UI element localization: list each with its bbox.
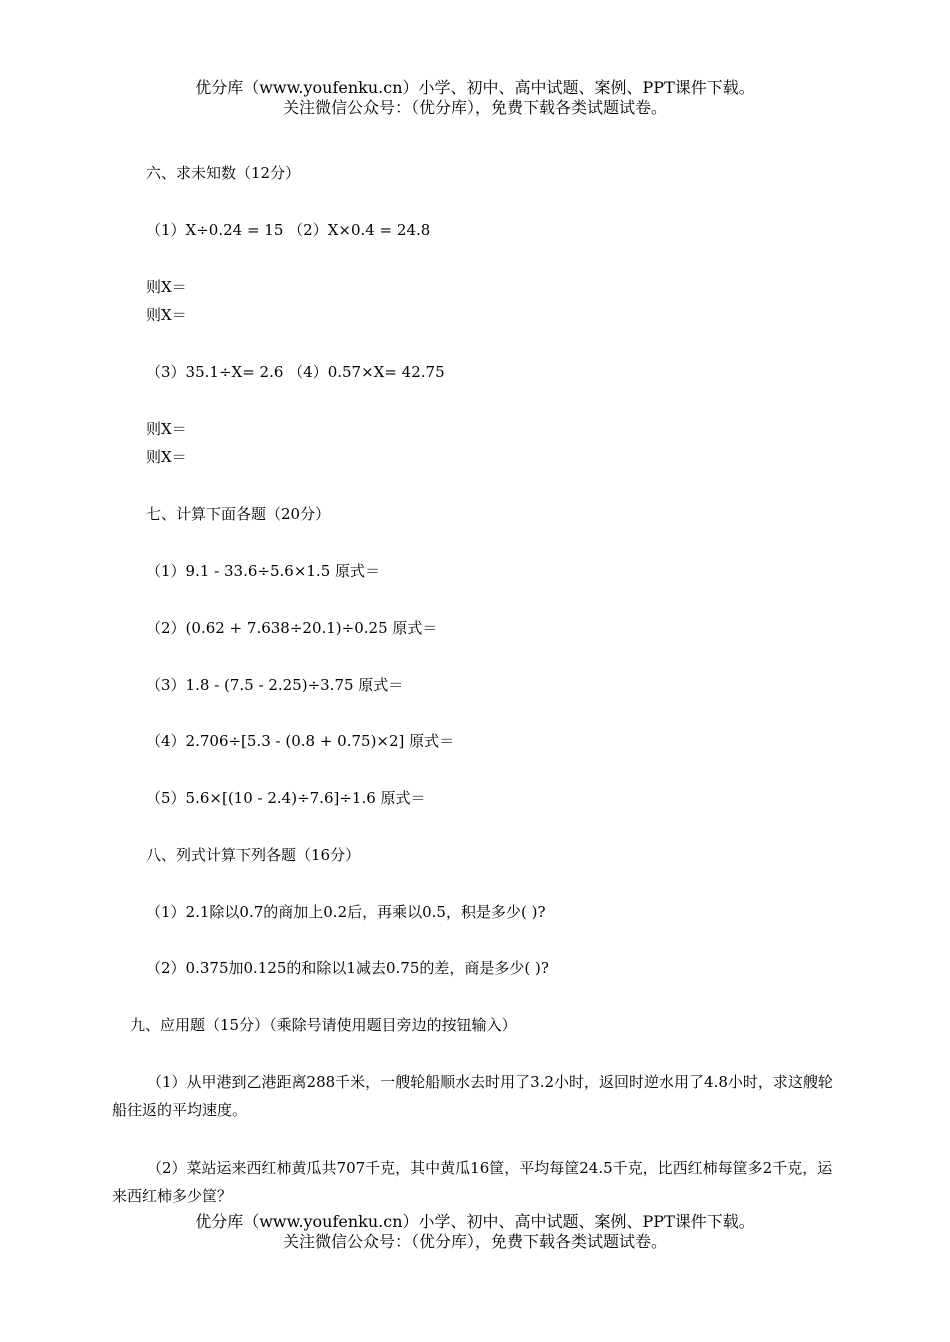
section-6-question-1-2: （1）X÷0.24 = 15 （2）X×0.4 = 24.8 <box>146 221 431 239</box>
section-6-answer-3: 则X＝ <box>146 420 187 438</box>
footer-line-1: 优分库（www.youfenku.cn）小学、初中、高中试题、案例、PPT课件下载。 <box>195 1212 755 1231</box>
section-9-item-2: （2）菜站运来西红柿黄瓜共707千克，其中黄瓜16筐，平均每筐24.5千克，比西红柿每筐多2千克，运来西红柿多少筐？ <box>112 1159 833 1205</box>
section-8-item-2: （2）0.375加0.125的和除以1减去0.75的差，商是多少( )? <box>146 959 549 977</box>
section-6-title: 六、求未知数（12分） <box>146 164 301 182</box>
section-7-item-4: （4）2.706÷[5.3 - (0.8 + 0.75)×2] 原式＝ <box>146 732 455 750</box>
section-7-item-5: （5）5.6×[(10 - 2.4)÷7.6]÷1.6 原式＝ <box>146 789 426 807</box>
section-6-answer-2: 则X＝ <box>146 306 187 324</box>
section-6-question-3-4: （3）35.1÷X= 2.6 （4）0.57×X= 42.75 <box>146 363 445 381</box>
section-7-item-1: （1）9.1 - 33.6÷5.6×1.5 原式＝ <box>146 562 381 580</box>
section-8-title: 八、列式计算下列各题（16分） <box>146 846 361 864</box>
section-7-item-3: （3）1.8 - (7.5 - 2.25)÷3.75 原式＝ <box>146 676 404 694</box>
header-line-2: 关注微信公众号：（优分库），免费下载各类试题试卷。 <box>282 98 667 117</box>
section-9-title: 九、应用题（15分）（乘除号请使用题目旁边的按钮输入） <box>130 1016 517 1034</box>
section-6-answer-4: 则X＝ <box>146 448 187 466</box>
page-header <box>0 78 950 118</box>
footer-line-2: 关注微信公众号：（优分库），免费下载各类试题试卷。 <box>282 1232 667 1251</box>
header-line-1: 优分库（www.youfenku.cn）小学、初中、高中试题、案例、PPT课件下载。 <box>195 78 755 97</box>
section-7-item-2: （2）(0.62 + 7.638÷20.1)÷0.25 原式＝ <box>146 619 438 637</box>
section-7-title: 七、计算下面各题（20分） <box>146 505 331 523</box>
section-6-answer-1: 则X＝ <box>146 278 187 296</box>
section-9-item-1: （1）从甲港到乙港距离288千米，一艘轮船顺水去时用了3.2小时，返回时逆水用了4.8小时，求这艘轮船往返的平均速度。 <box>112 1073 833 1119</box>
page-footer <box>0 1212 950 1252</box>
section-8-item-1: （1）2.1除以0.7的商加上0.2后，再乘以0.5，积是多少( )? <box>146 903 546 921</box>
